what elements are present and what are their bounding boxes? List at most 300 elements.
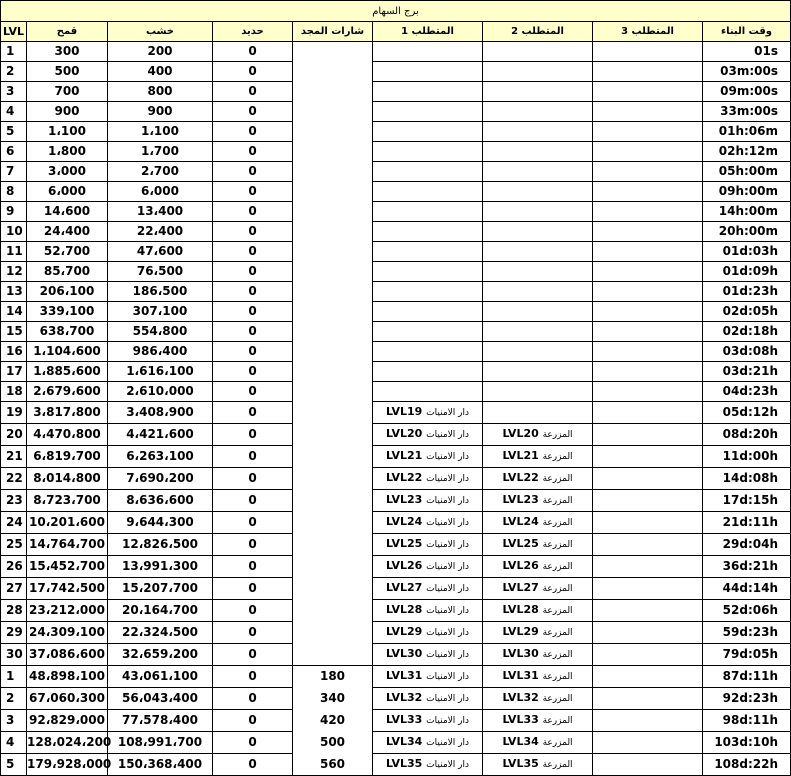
cell-glory <box>293 102 373 122</box>
cell-req1 <box>373 322 483 342</box>
req2-building: المزرعة <box>542 694 573 704</box>
req1-level: LVL25 <box>386 537 423 550</box>
cell-wheat: 1،885،600 <box>27 362 108 382</box>
table-row <box>1 122 791 142</box>
req1-level: LVL29 <box>386 625 423 638</box>
cell-glory <box>293 534 373 556</box>
cell-wood: 56،043،400 <box>108 688 213 710</box>
cell-wood: 12،826،500 <box>108 534 213 556</box>
cell-glory <box>293 556 373 578</box>
header-iron: حديد <box>213 22 293 42</box>
header-wheat: قمح <box>27 22 108 42</box>
cell-req3 <box>593 242 703 262</box>
cell-req1 <box>373 282 483 302</box>
cell-req2 <box>483 182 593 202</box>
cell-wood: 900 <box>108 102 213 122</box>
cell-req2 <box>483 512 593 534</box>
cell-time: 03d:21h <box>703 362 791 382</box>
cell-wood: 800 <box>108 82 213 102</box>
cell-lvl: 1 <box>1 666 27 688</box>
cell-glory <box>293 202 373 222</box>
cell-time: 01s <box>703 42 791 62</box>
cell-glory <box>293 322 373 342</box>
cell-time: 44d:14h <box>703 578 791 600</box>
table-row <box>1 732 791 754</box>
cell-glory: 560 <box>293 754 373 776</box>
cell-req2 <box>483 322 593 342</box>
cell-iron: 0 <box>213 666 293 688</box>
cell-req2 <box>483 162 593 182</box>
table-row <box>1 182 791 202</box>
table-row <box>1 162 791 182</box>
cell-req3 <box>593 644 703 666</box>
cell-wheat: 67،060،300 <box>27 688 108 710</box>
cell-req2 <box>483 382 593 402</box>
cell-req2 <box>483 732 593 754</box>
req2-building: المزرعة <box>542 672 573 682</box>
cell-iron: 0 <box>213 162 293 182</box>
table-row <box>1 600 791 622</box>
cell-lvl: 5 <box>1 122 27 142</box>
cell-req1 <box>373 182 483 202</box>
req2-level: LVL20 <box>502 427 539 440</box>
cell-req3 <box>593 302 703 322</box>
table-row <box>1 754 791 776</box>
cell-time: 59d:23h <box>703 622 791 644</box>
cell-glory: 500 <box>293 732 373 754</box>
cell-req3 <box>593 182 703 202</box>
cell-glory <box>293 242 373 262</box>
req2-building: المزرعة <box>542 430 573 440</box>
header-req1: المتطلب 1 <box>373 22 483 42</box>
table-row <box>1 622 791 644</box>
cell-lvl: 5 <box>1 754 27 776</box>
cell-req2 <box>483 710 593 732</box>
cell-iron: 0 <box>213 512 293 534</box>
table-row <box>1 556 791 578</box>
cell-lvl: 14 <box>1 302 27 322</box>
cell-lvl: 9 <box>1 202 27 222</box>
cell-wheat: 8،014،800 <box>27 468 108 490</box>
cell-wheat: 2،679،600 <box>27 382 108 402</box>
cell-glory <box>293 82 373 102</box>
cell-iron: 0 <box>213 622 293 644</box>
cell-lvl: 3 <box>1 82 27 102</box>
req1-level: LVL30 <box>386 647 423 660</box>
cell-iron: 0 <box>213 490 293 512</box>
cell-iron: 0 <box>213 688 293 710</box>
cell-lvl: 22 <box>1 468 27 490</box>
table-row <box>1 362 791 382</box>
cell-req1 <box>373 262 483 282</box>
req1-level: LVL34 <box>386 735 423 748</box>
req1-building: دار الامنيات <box>426 672 469 682</box>
req2-building: المزرعة <box>542 518 573 528</box>
cell-req2 <box>483 102 593 122</box>
cell-req2 <box>483 42 593 62</box>
cell-wood: 76،500 <box>108 262 213 282</box>
cell-wheat: 1،104،600 <box>27 342 108 362</box>
cell-wheat: 3،817،800 <box>27 402 108 424</box>
cell-glory <box>293 600 373 622</box>
cell-req2 <box>483 282 593 302</box>
cell-req2 <box>483 362 593 382</box>
req1-level: LVL23 <box>386 493 423 506</box>
req2-building: المزرعة <box>542 760 573 770</box>
cell-req1 <box>373 62 483 82</box>
cell-req1 <box>373 622 483 644</box>
req2-level: LVL28 <box>502 603 539 616</box>
cell-lvl: 28 <box>1 600 27 622</box>
header-lvl: LVL <box>1 22 27 42</box>
cell-req1 <box>373 710 483 732</box>
header-wood: خشب <box>108 22 213 42</box>
cell-lvl: 26 <box>1 556 27 578</box>
cell-req3 <box>593 754 703 776</box>
cell-glory <box>293 424 373 446</box>
cell-time: 98d:11h <box>703 710 791 732</box>
req1-level: LVL21 <box>386 449 423 462</box>
cell-iron: 0 <box>213 644 293 666</box>
req1-level: LVL27 <box>386 581 423 594</box>
cell-iron: 0 <box>213 242 293 262</box>
req2-building: المزرعة <box>542 496 573 506</box>
cell-req1 <box>373 42 483 62</box>
cell-wood: 15،207،700 <box>108 578 213 600</box>
cell-wood: 13،400 <box>108 202 213 222</box>
cell-time: 108d:22h <box>703 754 791 776</box>
cell-time: 11d:00h <box>703 446 791 468</box>
cell-wood: 186،500 <box>108 282 213 302</box>
cell-lvl: 12 <box>1 262 27 282</box>
req1-level: LVL33 <box>386 713 423 726</box>
cell-iron: 0 <box>213 102 293 122</box>
req1-level: LVL28 <box>386 603 423 616</box>
cell-wheat: 1،100 <box>27 122 108 142</box>
cell-req1 <box>373 102 483 122</box>
req2-building: المزرعة <box>542 452 573 462</box>
cell-req3 <box>593 446 703 468</box>
cell-iron: 0 <box>213 578 293 600</box>
cell-wheat: 3،000 <box>27 162 108 182</box>
table-row <box>1 102 791 122</box>
cell-time: 03d:08h <box>703 342 791 362</box>
cell-lvl: 27 <box>1 578 27 600</box>
cell-iron: 0 <box>213 282 293 302</box>
cell-wood: 47،600 <box>108 242 213 262</box>
cell-wheat: 23،212،000 <box>27 600 108 622</box>
cell-req2 <box>483 600 593 622</box>
cell-glory <box>293 362 373 382</box>
cell-iron: 0 <box>213 202 293 222</box>
table-row <box>1 202 791 222</box>
cell-iron: 0 <box>213 342 293 362</box>
cell-req2 <box>483 556 593 578</box>
cell-req3 <box>593 666 703 688</box>
cell-time: 01d:09h <box>703 262 791 282</box>
cell-iron: 0 <box>213 142 293 162</box>
cell-req3 <box>593 282 703 302</box>
cell-req3 <box>593 512 703 534</box>
cell-req1 <box>373 302 483 322</box>
cell-time: 14h:00m <box>703 202 791 222</box>
req2-level: LVL24 <box>502 515 539 528</box>
req2-level: LVL34 <box>502 735 539 748</box>
req1-building: دار الامنيات <box>426 540 469 550</box>
cell-iron: 0 <box>213 322 293 342</box>
cell-wood: 1،616،100 <box>108 362 213 382</box>
table-row <box>1 402 791 424</box>
cell-req2 <box>483 62 593 82</box>
req2-building: المزرعة <box>542 738 573 748</box>
req1-building: دار الامنيات <box>426 518 469 528</box>
cell-req1 <box>373 578 483 600</box>
req1-building: دار الامنيات <box>426 452 469 462</box>
cell-wood: 2،700 <box>108 162 213 182</box>
req1-level: LVL32 <box>386 691 423 704</box>
cell-iron: 0 <box>213 556 293 578</box>
table-body <box>1 42 791 776</box>
req2-building: المزرعة <box>542 562 573 572</box>
cell-req1 <box>373 362 483 382</box>
cell-glory <box>293 142 373 162</box>
cell-req1 <box>373 202 483 222</box>
cell-req3 <box>593 382 703 402</box>
cell-req1 <box>373 490 483 512</box>
cell-wood: 6،000 <box>108 182 213 202</box>
cell-glory <box>293 622 373 644</box>
cell-req3 <box>593 322 703 342</box>
cell-req3 <box>593 600 703 622</box>
cell-wheat: 900 <box>27 102 108 122</box>
cell-lvl: 15 <box>1 322 27 342</box>
cell-glory <box>293 282 373 302</box>
cell-wood: 3،408،900 <box>108 402 213 424</box>
cell-wheat: 17،742،500 <box>27 578 108 600</box>
cell-glory <box>293 402 373 424</box>
table-row <box>1 142 791 162</box>
cell-req3 <box>593 622 703 644</box>
cell-wood: 9،644،300 <box>108 512 213 534</box>
cell-lvl: 2 <box>1 62 27 82</box>
cell-req1 <box>373 82 483 102</box>
table-row <box>1 644 791 666</box>
table-row <box>1 512 791 534</box>
table-row <box>1 242 791 262</box>
cell-req3 <box>593 732 703 754</box>
cell-iron: 0 <box>213 534 293 556</box>
cell-glory <box>293 342 373 362</box>
req1-building: دار الامنيات <box>426 628 469 638</box>
table-row <box>1 688 791 710</box>
cell-lvl: 1 <box>1 42 27 62</box>
cell-wheat: 37،086،600 <box>27 644 108 666</box>
cell-wood: 20،164،700 <box>108 600 213 622</box>
cell-iron: 0 <box>213 262 293 282</box>
req2-level: LVL30 <box>502 647 539 660</box>
cell-lvl: 6 <box>1 142 27 162</box>
cell-lvl: 3 <box>1 710 27 732</box>
req1-building: دار الامنيات <box>426 430 469 440</box>
cell-req2 <box>483 262 593 282</box>
cell-req1 <box>373 600 483 622</box>
cell-req3 <box>593 142 703 162</box>
req2-level: LVL23 <box>502 493 539 506</box>
cell-req2 <box>483 468 593 490</box>
cell-lvl: 4 <box>1 102 27 122</box>
cell-lvl: 4 <box>1 732 27 754</box>
cell-req2 <box>483 534 593 556</box>
cell-lvl: 10 <box>1 222 27 242</box>
header-glory: شارات المجد <box>293 22 373 42</box>
req1-building: دار الامنيات <box>426 584 469 594</box>
cell-wheat: 500 <box>27 62 108 82</box>
cell-req3 <box>593 122 703 142</box>
cell-time: 01d:23h <box>703 282 791 302</box>
cell-wheat: 6،000 <box>27 182 108 202</box>
cell-req3 <box>593 62 703 82</box>
cell-lvl: 8 <box>1 182 27 202</box>
cell-req2 <box>483 688 593 710</box>
table-row <box>1 82 791 102</box>
req1-level: LVL22 <box>386 471 423 484</box>
header-req3: المتطلب 3 <box>593 22 703 42</box>
cell-lvl: 16 <box>1 342 27 362</box>
cell-glory <box>293 162 373 182</box>
table-row <box>1 666 791 688</box>
cell-wood: 108،991،700 <box>108 732 213 754</box>
cell-req3 <box>593 534 703 556</box>
cell-wheat: 638،700 <box>27 322 108 342</box>
cell-req1 <box>373 512 483 534</box>
cell-glory: 180 <box>293 666 373 688</box>
cell-iron: 0 <box>213 42 293 62</box>
cell-iron: 0 <box>213 402 293 424</box>
cell-req2 <box>483 446 593 468</box>
req1-level: LVL35 <box>386 757 423 770</box>
cell-wood: 77،578،400 <box>108 710 213 732</box>
cell-req1 <box>373 122 483 142</box>
cell-req2 <box>483 578 593 600</box>
req2-level: LVL35 <box>502 757 539 770</box>
cell-req2 <box>483 302 593 322</box>
table-row <box>1 222 791 242</box>
table-row <box>1 534 791 556</box>
cell-time: 04d:23h <box>703 382 791 402</box>
req2-level: LVL26 <box>502 559 539 572</box>
cell-iron: 0 <box>213 382 293 402</box>
table-row <box>1 322 791 342</box>
cell-lvl: 11 <box>1 242 27 262</box>
cell-iron: 0 <box>213 82 293 102</box>
req2-building: المزرعة <box>542 584 573 594</box>
cell-wheat: 339،100 <box>27 302 108 322</box>
req1-building: دار الامنيات <box>426 408 469 418</box>
req1-building: دار الامنيات <box>426 606 469 616</box>
cell-req3 <box>593 362 703 382</box>
cell-req2 <box>483 666 593 688</box>
table-row <box>1 710 791 732</box>
cell-req2 <box>483 644 593 666</box>
cell-iron: 0 <box>213 182 293 202</box>
cell-lvl: 19 <box>1 402 27 424</box>
cell-wood: 1،700 <box>108 142 213 162</box>
cell-glory <box>293 578 373 600</box>
cell-req1 <box>373 644 483 666</box>
cell-glory <box>293 62 373 82</box>
req1-building: دار الامنيات <box>426 738 469 748</box>
req2-level: LVL22 <box>502 471 539 484</box>
cell-req2 <box>483 622 593 644</box>
cell-iron: 0 <box>213 424 293 446</box>
cell-time: 17d:15h <box>703 490 791 512</box>
table-row <box>1 578 791 600</box>
cell-glory <box>293 512 373 534</box>
cell-lvl: 25 <box>1 534 27 556</box>
req2-level: LVL32 <box>502 691 539 704</box>
req2-level: LVL25 <box>502 537 539 550</box>
cell-time: 09m:00s <box>703 82 791 102</box>
cell-wheat: 14،764،700 <box>27 534 108 556</box>
cell-wheat: 85،700 <box>27 262 108 282</box>
cell-lvl: 21 <box>1 446 27 468</box>
cell-req1 <box>373 534 483 556</box>
cell-time: 09h:00m <box>703 182 791 202</box>
cell-req1 <box>373 382 483 402</box>
cell-iron: 0 <box>213 600 293 622</box>
cell-wood: 8،636،600 <box>108 490 213 512</box>
cell-req3 <box>593 424 703 446</box>
cell-time: 103d:10h <box>703 732 791 754</box>
cell-time: 05d:12h <box>703 402 791 424</box>
cell-lvl: 29 <box>1 622 27 644</box>
table-row <box>1 468 791 490</box>
cell-req1 <box>373 688 483 710</box>
req2-building: المزرعة <box>542 650 573 660</box>
cell-time: 05h:00m <box>703 162 791 182</box>
cell-req2 <box>483 490 593 512</box>
cell-lvl: 17 <box>1 362 27 382</box>
cell-wood: 13،991،300 <box>108 556 213 578</box>
req1-building: دار الامنيات <box>426 496 469 506</box>
cell-glory <box>293 262 373 282</box>
cell-glory <box>293 42 373 62</box>
cell-req3 <box>593 578 703 600</box>
cell-wheat: 92،829،000 <box>27 710 108 732</box>
cell-req3 <box>593 162 703 182</box>
cell-wheat: 52،700 <box>27 242 108 262</box>
cell-glory <box>293 382 373 402</box>
cell-req2 <box>483 402 593 424</box>
cell-iron: 0 <box>213 468 293 490</box>
cell-req2 <box>483 754 593 776</box>
req1-building: دار الامنيات <box>426 760 469 770</box>
cell-wood: 6،263،100 <box>108 446 213 468</box>
header-time: وقت البناء <box>703 22 791 42</box>
req2-level: LVL21 <box>502 449 539 462</box>
cell-wood: 7،690،200 <box>108 468 213 490</box>
cell-req3 <box>593 102 703 122</box>
table-row <box>1 446 791 468</box>
cell-req3 <box>593 490 703 512</box>
header-req2: المتطلب 2 <box>483 22 593 42</box>
cell-wheat: 48،898،100 <box>27 666 108 688</box>
cell-time: 02d:05h <box>703 302 791 322</box>
cell-req2 <box>483 342 593 362</box>
cell-glory <box>293 302 373 322</box>
cell-time: 01h:06m <box>703 122 791 142</box>
cell-req1 <box>373 222 483 242</box>
